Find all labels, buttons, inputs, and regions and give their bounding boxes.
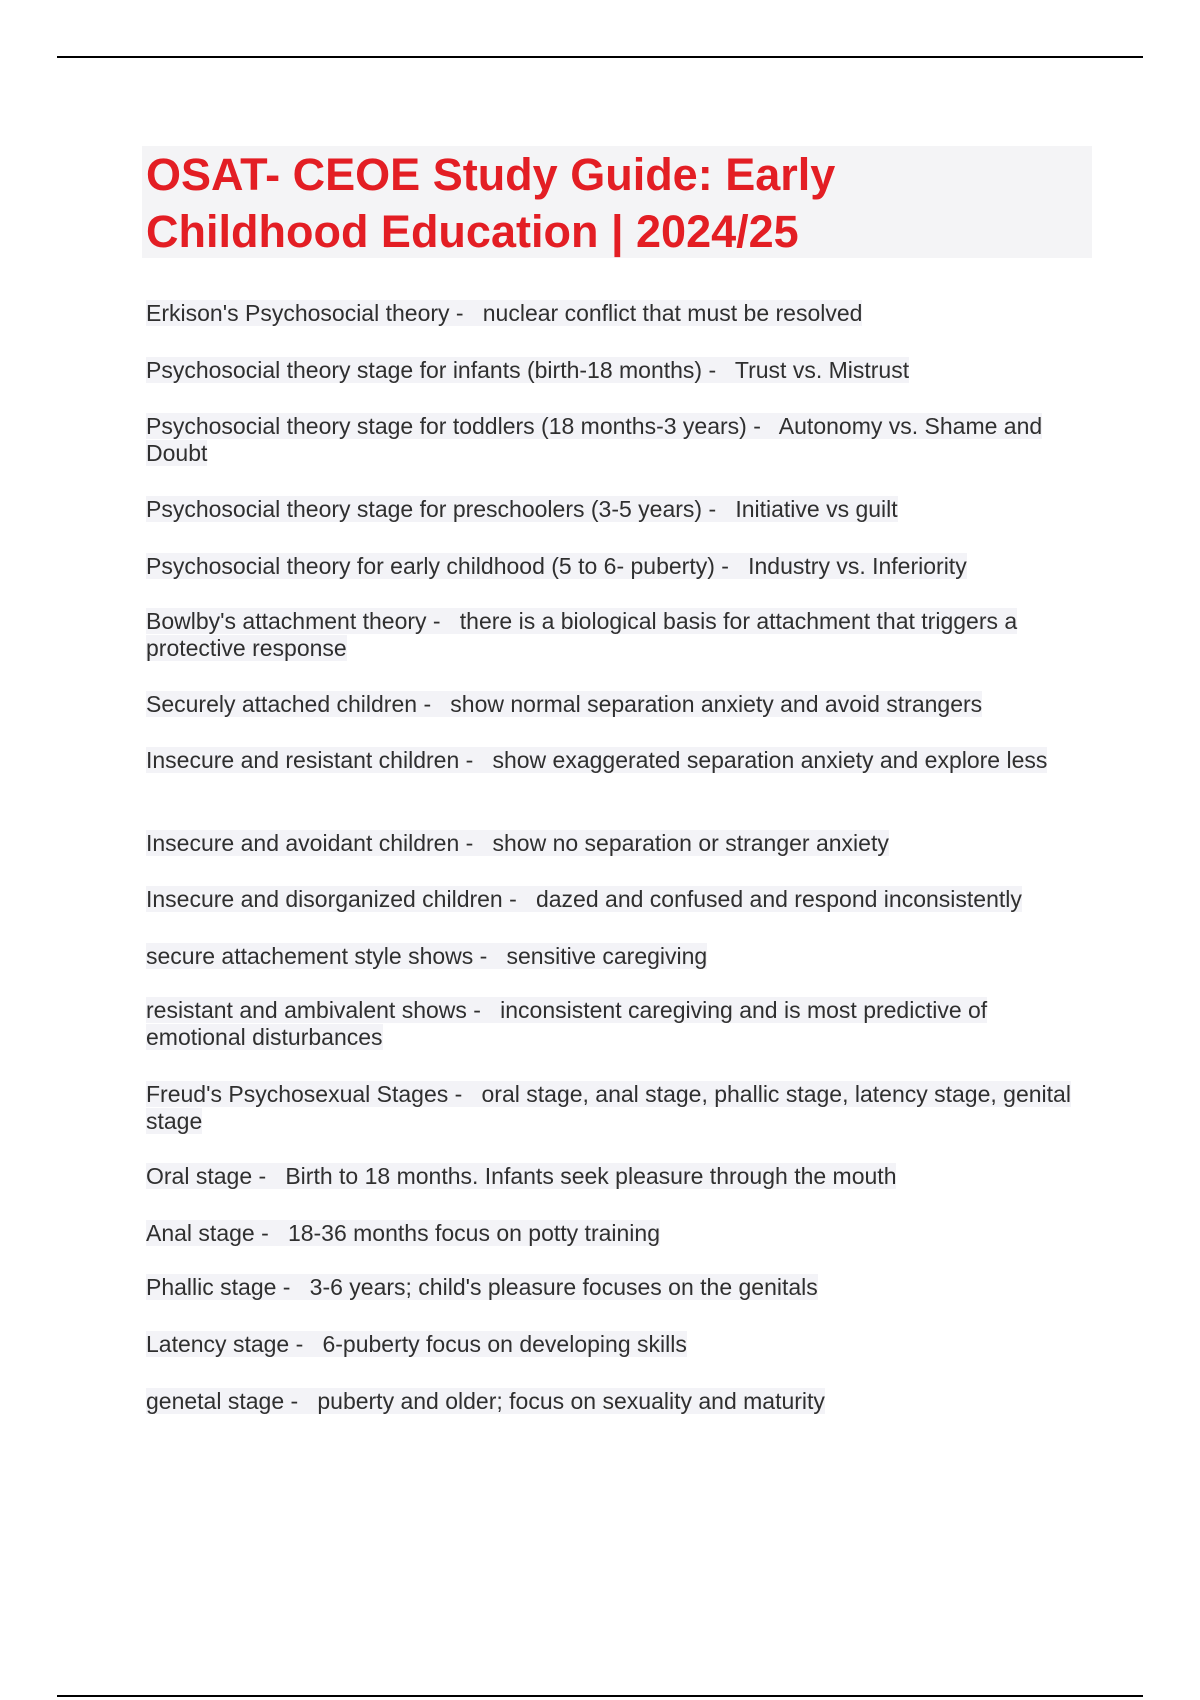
qa-term: secure attachement style shows	[146, 943, 474, 969]
qa-item: Bowlby's attachment theory - there is a biological basis for attachment that triggers a protective response	[146, 608, 1018, 661]
qa-term: Psychosocial theory stage for infants (birth-18 months)	[146, 357, 703, 383]
qa-item: Freud's Psychosexual Stages - oral stage, anal stage, phallic stage, latency stage, genital stage	[146, 1081, 1071, 1134]
qa-definition: there is a biological basis for attachment that triggers a protective response	[146, 608, 1018, 661]
qa-term: Insecure and avoidant children	[146, 830, 460, 856]
qa-item: Insecure and avoidant children - show no separation or stranger anxiety	[146, 830, 889, 856]
qa-term: Insecure and resistant children	[146, 747, 460, 773]
qa-item: resistant and ambivalent shows - inconsistent caregiving and is most predictive of emotional disturbances	[146, 997, 988, 1050]
qa-definition: oral stage, anal stage, phallic stage, latency stage, genital stage	[146, 1081, 1071, 1134]
qa-item: Psychosocial theory for early childhood (5 to 6- puberty) - Industry vs. Inferiority	[146, 553, 967, 579]
qa-term: genetal stage	[146, 1388, 285, 1414]
qa-term: Latency stage	[146, 1331, 290, 1357]
qa-term: Bowlby's attachment theory	[146, 608, 427, 634]
qa-definition: show normal separation anxiety and avoid strangers	[450, 691, 983, 717]
qa-item: Insecure and resistant children - show exaggerated separation anxiety and explore less	[146, 747, 1048, 773]
qa-definition: Autonomy vs. Shame and Doubt	[146, 413, 1043, 466]
qa-item: genetal stage - puberty and older; focus on sexuality and maturity	[146, 1388, 825, 1414]
qa-definition: inconsistent caregiving and is most predictive of emotional disturbances	[146, 997, 988, 1050]
qa-term: Erkison's Psychosocial theory	[146, 300, 450, 326]
qa-item: Erkison's Psychosocial theory - nuclear conflict that must be resolved	[146, 300, 863, 326]
qa-item: Securely attached children - show normal separation anxiety and avoid strangers	[146, 691, 983, 717]
qa-definition: 3-6 years; child's pleasure focuses on the genitals	[309, 1274, 818, 1300]
qa-definition: show exaggerated separation anxiety and explore less	[492, 747, 1048, 773]
qa-item: Insecure and disorganized children - dazed and confused and respond inconsistently	[146, 886, 1022, 912]
qa-definition: show no separation or stranger anxiety	[492, 830, 889, 856]
qa-term: Psychosocial theory for early childhood (5 to 6- puberty)	[146, 553, 715, 579]
qa-term: Psychosocial theory stage for toddlers (18 months-3 years)	[146, 413, 747, 439]
qa-definition: puberty and older; focus on sexuality and maturity	[317, 1388, 825, 1414]
qa-term: Insecure and disorganized children	[146, 886, 503, 912]
qa-term: Securely attached children	[146, 691, 418, 717]
qa-definition: 6-puberty focus on developing skills	[322, 1331, 687, 1357]
qa-definition: dazed and confused and respond inconsistently	[535, 886, 1022, 912]
qa-term: Freud's Psychosexual Stages	[146, 1081, 449, 1107]
qa-item: Psychosocial theory stage for toddlers (18 months-3 years) - Autonomy vs. Shame and Doubt	[146, 413, 1043, 466]
qa-definition: Birth to 18 months. Infants seek pleasure through the mouth	[285, 1163, 897, 1189]
qa-item: secure attachement style shows - sensitive caregiving	[146, 943, 708, 969]
qa-definition: nuclear conflict that must be resolved	[482, 300, 863, 326]
qa-item: Phallic stage - 3-6 years; child's pleasure focuses on the genitals	[146, 1274, 818, 1300]
qa-item: Oral stage - Birth to 18 months. Infants seek pleasure through the mouth	[146, 1163, 897, 1189]
qa-term: Oral stage	[146, 1163, 253, 1189]
qa-term: Psychosocial theory stage for preschoolers (3-5 years)	[146, 496, 703, 522]
title-block	[142, 146, 1092, 258]
qa-term: Anal stage	[146, 1220, 255, 1246]
qa-definition: Trust vs. Mistrust	[734, 357, 910, 383]
qa-item: Psychosocial theory stage for infants (birth-18 months) - Trust vs. Mistrust	[146, 357, 910, 383]
qa-definition: Industry vs. Inferiority	[748, 553, 967, 579]
qa-item: Latency stage - 6-puberty focus on developing skills	[146, 1331, 687, 1357]
qa-item: Anal stage - 18-36 months focus on potty training	[146, 1220, 660, 1246]
qa-term: resistant and ambivalent shows	[146, 997, 467, 1023]
bottom-rule	[57, 1695, 1143, 1697]
qa-definition: sensitive caregiving	[506, 943, 708, 969]
page-title: OSAT- CEOE Study Guide: Early Childhood Education | 2024/25	[146, 149, 836, 257]
qa-definition: Initiative vs guilt	[735, 496, 898, 522]
top-rule	[57, 56, 1143, 58]
qa-term: Phallic stage	[146, 1274, 277, 1300]
qa-definition: 18-36 months focus on potty training	[287, 1220, 660, 1246]
qa-item: Psychosocial theory stage for preschoolers (3-5 years) - Initiative vs guilt	[146, 496, 898, 522]
